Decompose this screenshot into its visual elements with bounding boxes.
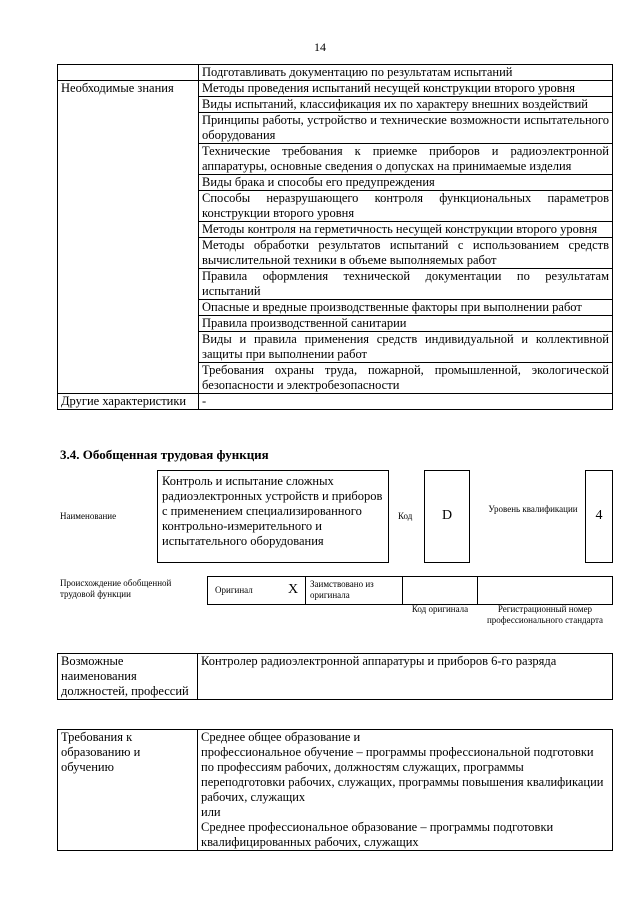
other-label: Другие характеристики	[58, 394, 199, 410]
borrowed-label: Заимствовано из оригинала	[310, 579, 374, 600]
function-name-box: Контроль и испытание сложных радиоэлектронных устройств и приборов с применением специализированного контрольно-измерительного и испытательного оборудования	[157, 470, 389, 563]
knowledge-item: Способы неразрушающего контроля функциональных параметров конструкции второго уровня	[199, 191, 613, 222]
knowledge-item: Методы проведения испытаний несущей конструкции второго уровня	[199, 81, 613, 97]
table-row	[58, 81, 613, 97]
section-title: 3.4. Обобщенная трудовая функция	[60, 447, 269, 462]
origin-label: Происхождение обобщенной трудовой функции	[60, 578, 172, 599]
knowledge-item: Виды испытаний, классификация их по характеру внешних воздействий	[199, 97, 613, 113]
code-original-box	[402, 576, 478, 605]
knowledge-item: Методы обработки результатов испытаний с использованием средств вычислительной техники в объеме выполняемых работ	[199, 238, 613, 269]
knowledge-item: Правила оформления технической документации по результатам испытаний	[199, 269, 613, 300]
education-value	[198, 730, 613, 851]
knowledge-label: Необходимые знания	[58, 81, 199, 394]
knowledge-item: Методы контроля на герметичность несущей конструкции второго уровня	[199, 222, 613, 238]
table-row	[58, 394, 613, 410]
code-label: Код	[398, 511, 413, 521]
education-label: Требования к образованию и обучению	[58, 730, 198, 851]
knowledge-item: Виды брака и способы его предупреждения	[199, 175, 613, 191]
level-label: Уровень квалификации	[488, 504, 578, 514]
skill-item: Подготавливать документацию по результатам испытаний	[199, 65, 613, 81]
code-box: D	[424, 470, 470, 563]
education-line: Среднее профессиональное образование – программы подготовки квалифицированных рабочих, служащих	[201, 820, 554, 849]
knowledge-item: Требования охраны труда, пожарной, промышленной, экологической безопасности и электробезопасности	[199, 363, 613, 394]
knowledge-item: Принципы работы, устройство и технические возможности испытательного оборудования	[199, 113, 613, 144]
reg-number-box	[477, 576, 613, 605]
name-label: Наименование	[60, 511, 117, 521]
positions-value: Контролер радиоэлектронной аппаратуры и приборов 6-го разряда	[198, 654, 613, 700]
table-row	[58, 65, 613, 81]
original-label: Оригинал	[215, 585, 253, 595]
education-line: Среднее общее образование и	[201, 730, 361, 744]
knowledge-table	[57, 64, 613, 410]
knowledge-item: Опасные и вредные производственные факторы при выполнении работ	[199, 300, 613, 316]
positions-label: Возможные наименования должностей, профессий	[58, 654, 198, 700]
table-row	[58, 654, 613, 700]
code-original-caption: Код оригинала	[411, 604, 469, 614]
education-line: профессиональное обучение – программы профессиональной подготовки по профессиям рабочих, должностям служащих, программы переподготовки рабочих, служащих, программы повышения квалификации рабочих, служащих	[201, 745, 604, 804]
knowledge-item: Виды и правила применения средств индивидуальной и коллективной защиты при выполнении работ	[199, 332, 613, 363]
level-box: 4	[585, 470, 613, 563]
table-row	[58, 730, 613, 851]
knowledge-item: Правила производственной санитарии	[199, 316, 613, 332]
reg-number-caption: Регистрационный номер профессионального стандарта	[486, 604, 604, 625]
borrowed-box	[305, 576, 403, 605]
education-table	[57, 729, 613, 851]
knowledge-item: Технические требования к приемке приборов и радиоэлектронной аппаратуры, основные сведения о допусках на принимаемые изделия	[199, 144, 613, 175]
original-mark: X	[288, 582, 299, 597]
other-value: -	[199, 394, 613, 410]
original-box	[207, 576, 306, 605]
positions-table	[57, 653, 613, 700]
education-line: или	[201, 805, 221, 819]
page-number: 14	[314, 40, 326, 54]
